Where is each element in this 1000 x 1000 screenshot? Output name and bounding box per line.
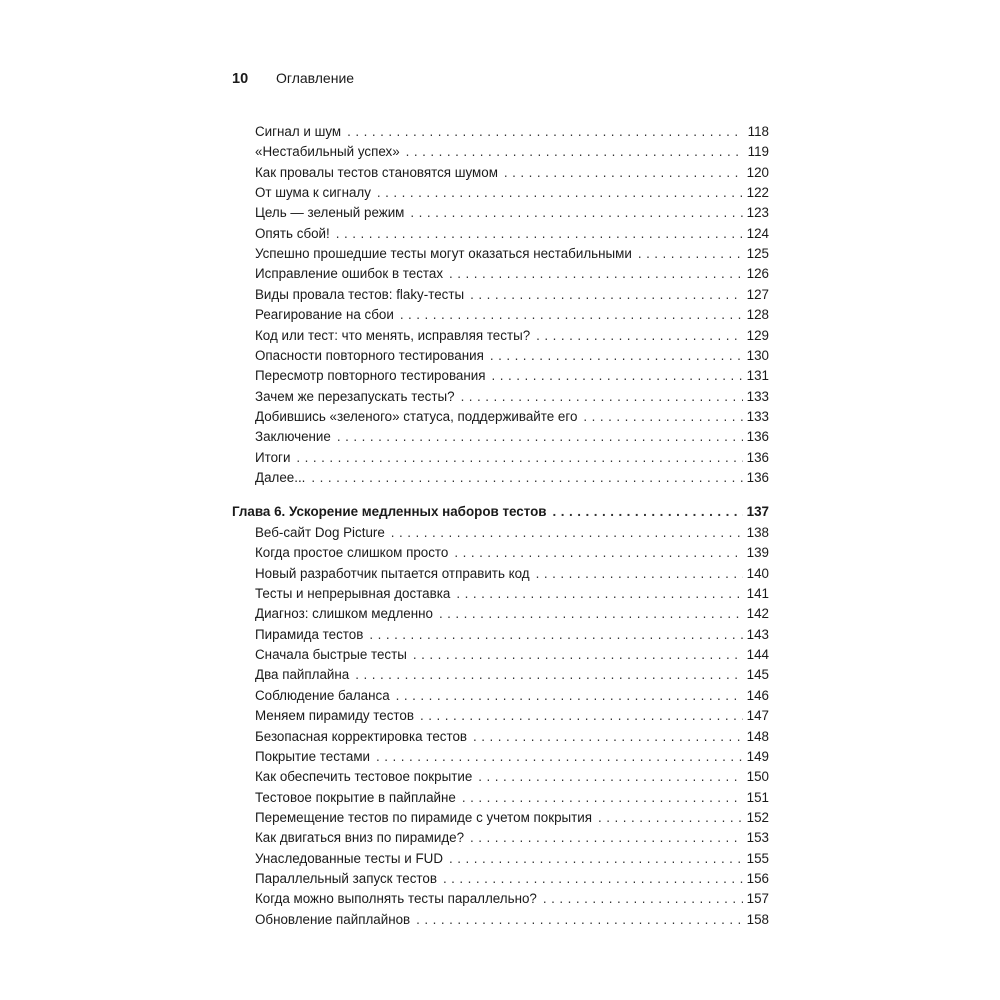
toc-entry: [255, 448, 769, 468]
dot-leader: [470, 285, 743, 305]
toc-entry-page: 124: [746, 225, 769, 241]
toc-entry-page: 150: [746, 769, 769, 785]
toc-entry: [255, 366, 769, 386]
dot-leader: [311, 468, 742, 488]
dot-leader: [296, 448, 742, 468]
dot-leader: [376, 747, 743, 767]
toc-entry: [255, 468, 769, 488]
toc-entry: [255, 584, 769, 604]
toc-entry: [255, 523, 769, 543]
toc-entry-title: Пирамида тестов: [255, 626, 364, 642]
toc-entry-page: 127: [746, 286, 769, 302]
toc-entry-page: 141: [746, 586, 769, 602]
toc-entry: [255, 828, 769, 848]
dot-leader: [470, 828, 743, 848]
dot-leader: [536, 326, 743, 346]
dot-leader: [598, 808, 743, 828]
toc-entry-page: 137: [746, 504, 769, 519]
dot-leader: [638, 244, 743, 264]
toc-entry-page: 120: [746, 164, 769, 180]
toc-entry-page: 152: [746, 809, 769, 825]
toc-entry: [255, 543, 769, 563]
toc-entry: [255, 427, 769, 447]
toc-entry-page: 133: [746, 408, 769, 424]
dot-leader: [456, 584, 742, 604]
toc-entry-page: 156: [746, 870, 769, 886]
toc-entry-page: 126: [746, 266, 769, 282]
toc-entry-title: Реагирование на сбои: [255, 307, 394, 323]
toc-entry-page: 133: [746, 388, 769, 404]
toc-entry-title: Код или тест: что менять, исправляя тесты?: [255, 327, 531, 343]
dot-leader: [400, 305, 743, 325]
dot-leader: [336, 224, 743, 244]
toc-entry-title: Глава 6. Ускорение медленных наборов тестов: [232, 504, 547, 519]
toc-entry-title: Обновление пайплайнов: [255, 911, 411, 927]
toc-entry-title: Опять сбой!: [255, 225, 330, 241]
toc-entry-page: 136: [746, 429, 769, 445]
toc-entry-title: Новый разработчик пытается отправить код: [255, 565, 530, 581]
toc-entry: [255, 645, 769, 665]
toc-entry: [255, 625, 769, 645]
toc-entry-title: От шума к сигналу: [255, 185, 371, 201]
toc-entry-page: 151: [746, 789, 769, 805]
toc-entry: [255, 747, 769, 767]
toc-entry: [255, 564, 769, 584]
toc-entry-title: Меняем пирамиду тестов: [255, 708, 414, 724]
dot-leader: [439, 604, 743, 624]
toc-entry-page: 148: [746, 728, 769, 744]
toc-entry: [255, 142, 769, 162]
toc-entry-page: 158: [746, 911, 769, 927]
dot-leader: [391, 523, 743, 543]
toc-entry-title: Безопасная корректировка тестов: [255, 728, 468, 744]
toc-entry-title: Виды провала тестов: flaky-тесты: [255, 286, 465, 302]
toc-entry-title: Далее...: [255, 469, 306, 485]
toc-entry-title: Сигнал и шум: [255, 124, 342, 139]
toc-entry: [255, 346, 769, 366]
dot-leader: [413, 645, 743, 665]
dot-leader: [449, 849, 743, 869]
toc-chapter-entry: [232, 502, 769, 522]
dot-leader: [536, 564, 743, 584]
toc-entry-title: Добившись «зеленого» статуса, поддерживайте его: [255, 408, 578, 424]
toc-entry: [255, 285, 769, 305]
dot-leader: [410, 203, 742, 223]
toc-entry: [255, 407, 769, 427]
toc-entry: [255, 224, 769, 244]
dot-leader: [490, 346, 743, 366]
toc-entry-page: 144: [746, 647, 769, 663]
toc-entry: [255, 387, 769, 407]
toc-entry-page: 130: [746, 347, 769, 363]
toc-entry-title: Зачем же перезапускать тесты?: [255, 388, 455, 404]
dot-leader: [369, 625, 742, 645]
toc-entry-title: Параллельный запуск тестов: [255, 870, 437, 886]
dot-leader: [504, 163, 743, 183]
toc-entry-title: Тесты и непрерывная доставка: [255, 586, 451, 602]
page-number: 10: [232, 71, 249, 87]
dot-leader: [443, 869, 743, 889]
toc-entry-page: 131: [746, 368, 769, 384]
toc-entry-title: Опасности повторного тестирования: [255, 347, 484, 363]
dot-leader: [543, 889, 743, 909]
toc-entry-page: 119: [747, 144, 769, 160]
toc-entry: [255, 665, 769, 685]
toc-entry-page: 143: [746, 626, 769, 642]
toc-entry-title: Пересмотр повторного тестирования: [255, 368, 486, 384]
toc-entry: [255, 326, 769, 346]
dot-leader: [347, 122, 743, 142]
toc-entry-title: Когда простое слишком просто: [255, 545, 449, 561]
toc-entry-title: Успешно прошедшие тесты могут оказаться нестабильными: [255, 246, 632, 262]
toc-entry-title: Исправление ошибок в тестах: [255, 266, 444, 282]
dot-leader: [337, 427, 743, 447]
toc-entry: [255, 305, 769, 325]
toc-entry-page: 139: [746, 545, 769, 561]
dot-leader: [583, 407, 742, 427]
dot-leader: [416, 910, 742, 930]
toc-entry-title: Когда можно выполнять тесты параллельно?: [255, 891, 537, 907]
toc-entry-page: 129: [746, 327, 769, 343]
toc-entry-title: Как провалы тестов становятся шумом: [255, 164, 498, 180]
dot-leader: [377, 183, 743, 203]
toc-entry-title: Цель — зеленый режим: [255, 205, 405, 221]
toc-entry-page: 146: [746, 687, 769, 703]
toc-entry-page: 147: [746, 708, 769, 724]
toc-entry-page: 118: [747, 124, 769, 139]
toc-entry: [255, 183, 769, 203]
toc-entry-title: Как двигаться вниз по пирамиде?: [255, 830, 465, 846]
toc-entry-title: Итоги: [255, 449, 291, 465]
dot-leader: [473, 727, 743, 747]
toc-entry: [255, 203, 769, 223]
toc-entry-title: Сначала быстрые тесты: [255, 647, 407, 663]
toc-entry: [255, 808, 769, 828]
dot-leader: [406, 142, 743, 162]
toc-entry: [255, 264, 769, 284]
dot-leader: [553, 502, 743, 522]
dot-leader: [449, 264, 743, 284]
toc-entry-page: 153: [746, 830, 769, 846]
dot-leader: [461, 387, 743, 407]
toc-entry-page: 140: [746, 565, 769, 581]
toc-entry: [255, 869, 769, 889]
toc-entry-page: 122: [746, 185, 769, 201]
toc-entry-page: 157: [746, 891, 769, 907]
toc-entry-title: Как обеспечить тестовое покрытие: [255, 769, 473, 785]
toc-entry-page: 136: [746, 449, 769, 465]
dot-leader: [355, 665, 742, 685]
toc-entry-title: Тестовое покрытие в пайплайне: [255, 789, 456, 805]
toc-entry-title: Два пайплайна: [255, 667, 350, 683]
toc-entry: [255, 604, 769, 624]
toc-entry-title: Веб-сайт Dog Picture: [255, 525, 385, 540]
dot-leader: [462, 788, 743, 808]
dot-leader: [454, 543, 742, 563]
dot-leader: [396, 686, 743, 706]
toc-entry-page: 149: [746, 748, 769, 764]
toc-entry-title: Соблюдение баланса: [255, 687, 390, 703]
toc-entry-page: 136: [746, 469, 769, 485]
toc-entry-page: 138: [746, 525, 769, 540]
toc-entry: [255, 767, 769, 787]
toc-entry-page: 142: [746, 606, 769, 622]
toc-entry-title: «Нестабильный успех»: [255, 144, 400, 160]
toc-entry-page: 125: [746, 246, 769, 262]
dot-leader: [420, 706, 743, 726]
toc-entry-title: Унаследованные тесты и FUD: [255, 850, 443, 866]
dot-leader: [491, 366, 742, 386]
toc-entry-title: Покрытие тестами: [255, 748, 371, 764]
toc-entry: [255, 706, 769, 726]
toc-entry-title: Диагноз: слишком медленно: [255, 606, 433, 622]
dot-leader: [478, 767, 742, 787]
toc-entry-page: 145: [746, 667, 769, 683]
toc-entry-page: 128: [746, 307, 769, 323]
toc-entry: [255, 122, 769, 142]
toc-entry: [255, 889, 769, 909]
toc-entry-title: Перемещение тестов по пирамиде с учетом покрытия: [255, 809, 593, 825]
toc-entry-page: 123: [746, 205, 769, 221]
toc-entry: [255, 163, 769, 183]
toc-entry: [255, 788, 769, 808]
toc-entry-page: 155: [746, 850, 769, 866]
toc-entry: [255, 727, 769, 747]
toc-entry: [255, 686, 769, 706]
running-header-title: Оглавление: [276, 70, 355, 86]
toc-entry: [255, 910, 769, 930]
toc-entry: [255, 849, 769, 869]
toc-entry: [255, 244, 769, 264]
toc-entry-title: Заключение: [255, 429, 331, 445]
